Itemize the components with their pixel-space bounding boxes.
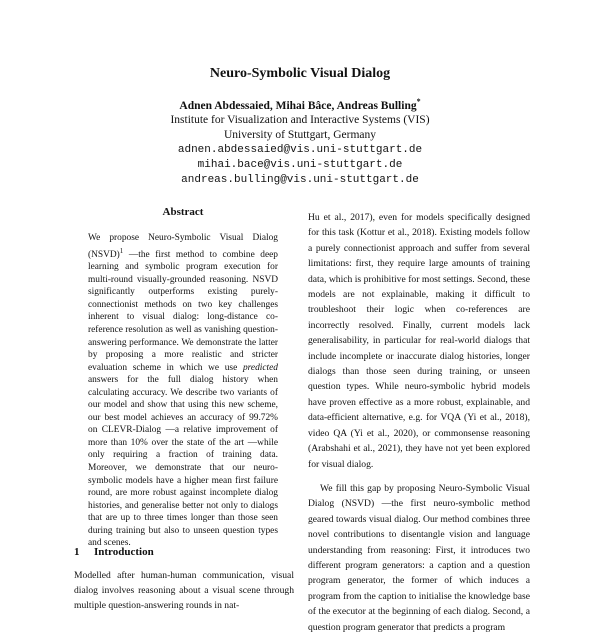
abstract-part-2: —the first method to combine deep learning and symbolic program execution for multi-round visually-grounded reasoning. NSVD significantly outperforms existing purely-connectionist methods on two key challenges inherent to visual dialog: long-distance co-reference resolution as well as vanishing question-answering performance. We demonstrate the latter by proposing a more realistic and stricter evaluation scheme in which we use: [88, 249, 278, 373]
abstract-heading: Abstract: [162, 206, 204, 218]
footnote-mark[interactable]: 1: [119, 246, 124, 255]
abstract-part-1: We propose Neuro-Symbolic Visual Dialog (NSVD): [88, 233, 278, 260]
abstract-emphasis: predicted: [242, 362, 278, 373]
affiliation: Institute for Visualization and Interactive Systems (VIS): [170, 114, 430, 126]
author-names: Adnen Abdessaied, Mihai Bâce, Andreas Bulling: [179, 99, 417, 112]
email-link[interactable]: andreas.bulling@vis.uni-stuttgart.de: [181, 174, 419, 186]
body-paragraph: Hu et al., 2017), even for models specifically designed for this task (Kottur et al., 2018). Existing models follow a purely connectionist approach and suffer from several limitations: first, they require large amounts of training data, which is prohibitive for most settings. Second, these models are not explainable, making it difficult to troubleshoot their logic when co-references are incorrectly resolved. Finally, current models lack generalisability, in particular for real-world dialogs that include incomplete or inaccurate dialog histories, longer dialogs than those seen during training, or unseen question types. While neuro-symbolic hybrid models have proven effective as a more robust, explainable, and data-efficient alternative, e.g. for VQA (Yi et al., 2018), video QA (Yi et al., 2020), or commonsense reasoning (Arabshahi et al., 2021), they have not yet been explored for visual dialog.: [308, 212, 530, 470]
right-column: [308, 210, 530, 635]
section-heading-introduction: [74, 546, 154, 558]
abstract-part-3: answers for the full dialog history when calculating accuracy. We describe two variants of our model and show that using this new scheme, our best model achieves an accuracy of 99.72% on CLEVR-Dialog —a relative improvement of more than 10% over the state of the art —while only requiring a fraction of training data. Moreover, we demonstrate that our neuro-symbolic models have a higher mean first failure round, are more robust against incomplete dialog histories, and generalise better not only to dialogs that are up to three times longer than those seen during training but also to unseen question types and scenes.: [88, 375, 278, 549]
section-number: 1: [74, 546, 80, 558]
abstract-text: [88, 232, 278, 550]
email-link[interactable]: adnen.abdessaied@vis.uni-stuttgart.de: [177, 144, 423, 156]
author-footnote-mark: *: [416, 97, 421, 106]
paper-title: Neuro-Symbolic Visual Dialog: [209, 66, 391, 81]
author-list: [0, 97, 600, 112]
university: University of Stuttgart, Germany: [223, 129, 377, 141]
section-title: Introduction: [94, 546, 154, 558]
body-paragraph: We fill this gap by proposing Neuro-Symbolic Visual Dialog (NSVD) —the first neuro-symbolic method geared towards visual dialog. Our method combines three novel contributions to disentangle vision and language understanding from reasoning: First, it introduces two different program generators: a caption and a question program generator, the former of which induces a program from the caption to initialise the knowledge base of the executor at the beginning of each dialog. Second, a question program generator that predicts a program: [308, 482, 530, 633]
email-link[interactable]: mihai.bace@vis.uni-stuttgart.de: [197, 159, 403, 171]
introduction-text: Modelled after human-human communication, visual dialog involves reasoning about a visual scene through multiple question-answering rounds in nat-: [74, 570, 294, 612]
